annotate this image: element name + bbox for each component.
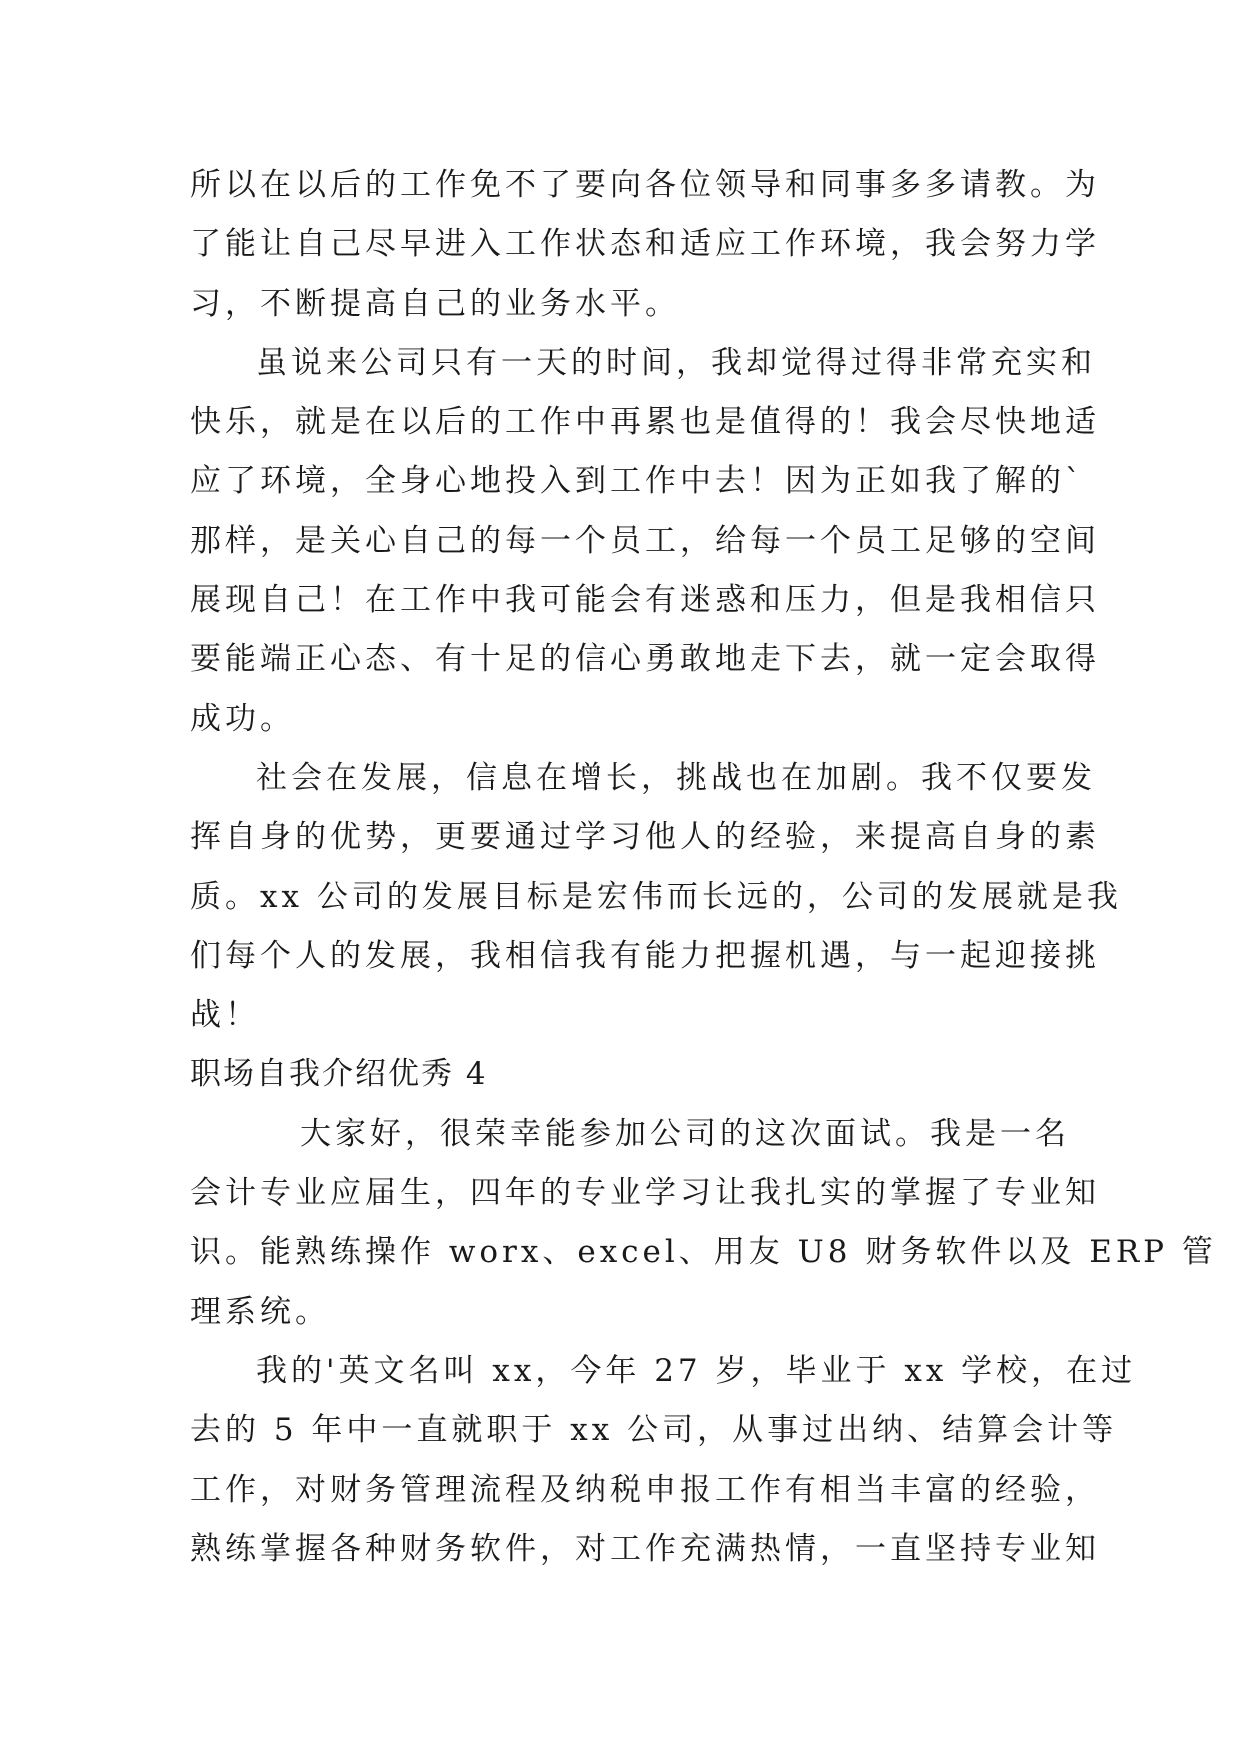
- paragraph-line: 快乐，就是在以后的工作中再累也是值得的！我会尽快地适: [190, 404, 1100, 441]
- paragraph-line: 社会在发展，信息在增长，挑战也在加剧。我不仅要发: [256, 759, 1096, 796]
- document-body: [190, 156, 1217, 1579]
- paragraph-line: 展现自己！在工作中我可能会有迷惑和压力，但是我相信只: [190, 582, 1100, 619]
- paragraph-line: 理系统。: [190, 1293, 330, 1330]
- paragraph-line: 会计专业应届生，四年的专业学习让我扎实的掌握了专业知: [190, 1175, 1100, 1212]
- paragraph-line: 我的'英文名叫 xx，今年 27 岁，毕业于 xx 学校，在过: [256, 1352, 1137, 1389]
- paragraph-line: 工作，对财务管理流程及纳税申报工作有相当丰富的经验，: [190, 1471, 1100, 1508]
- paragraph-line: 了能让自己尽早进入工作状态和适应工作环境，我会努力学: [190, 226, 1100, 263]
- section-heading: 职场自我介绍优秀 4: [190, 1056, 488, 1093]
- paragraph-line: 习，不断提高自己的业务水平。: [190, 285, 680, 322]
- paragraph-line: 大家好，很荣幸能参加公司的这次面试。我是一名: [300, 1115, 1070, 1152]
- paragraph-line: 应了环境，全身心地投入到工作中去！因为正如我了解的`: [190, 463, 1085, 500]
- paragraph-line: 识。能熟练操作 worx、excel、用友 U8 财务软件以及 ERP 管: [190, 1234, 1217, 1271]
- paragraph-line: 战！: [190, 997, 260, 1034]
- paragraph-line: 成功。: [190, 700, 295, 737]
- paragraph-line: 挥自身的优势，更要通过学习他人的经验，来提高自身的素: [190, 819, 1100, 856]
- paragraph-line: 质。xx 公司的发展目标是宏伟而长远的，公司的发展就是我: [190, 878, 1122, 915]
- paragraph-line: 那样，是关心自己的每一个员工，给每一个员工足够的空间: [190, 522, 1100, 559]
- paragraph-line: 熟练掌握各种财务软件，对工作充满热情，一直坚持专业知: [190, 1530, 1100, 1567]
- paragraph-line: 去的 5 年中一直就职于 xx 公司，从事过出纳、结算会计等: [190, 1412, 1118, 1449]
- paragraph-line: 虽说来公司只有一天的时间，我却觉得过得非常充实和: [256, 344, 1096, 381]
- paragraph-line: 们每个人的发展，我相信我有能力把握机遇，与一起迎接挑: [190, 937, 1100, 974]
- paragraph-line: 所以在以后的工作免不了要向各位领导和同事多多请教。为: [190, 167, 1100, 203]
- paragraph-line: 要能端正心态、有十足的信心勇敢地走下去，就一定会取得: [190, 641, 1100, 678]
